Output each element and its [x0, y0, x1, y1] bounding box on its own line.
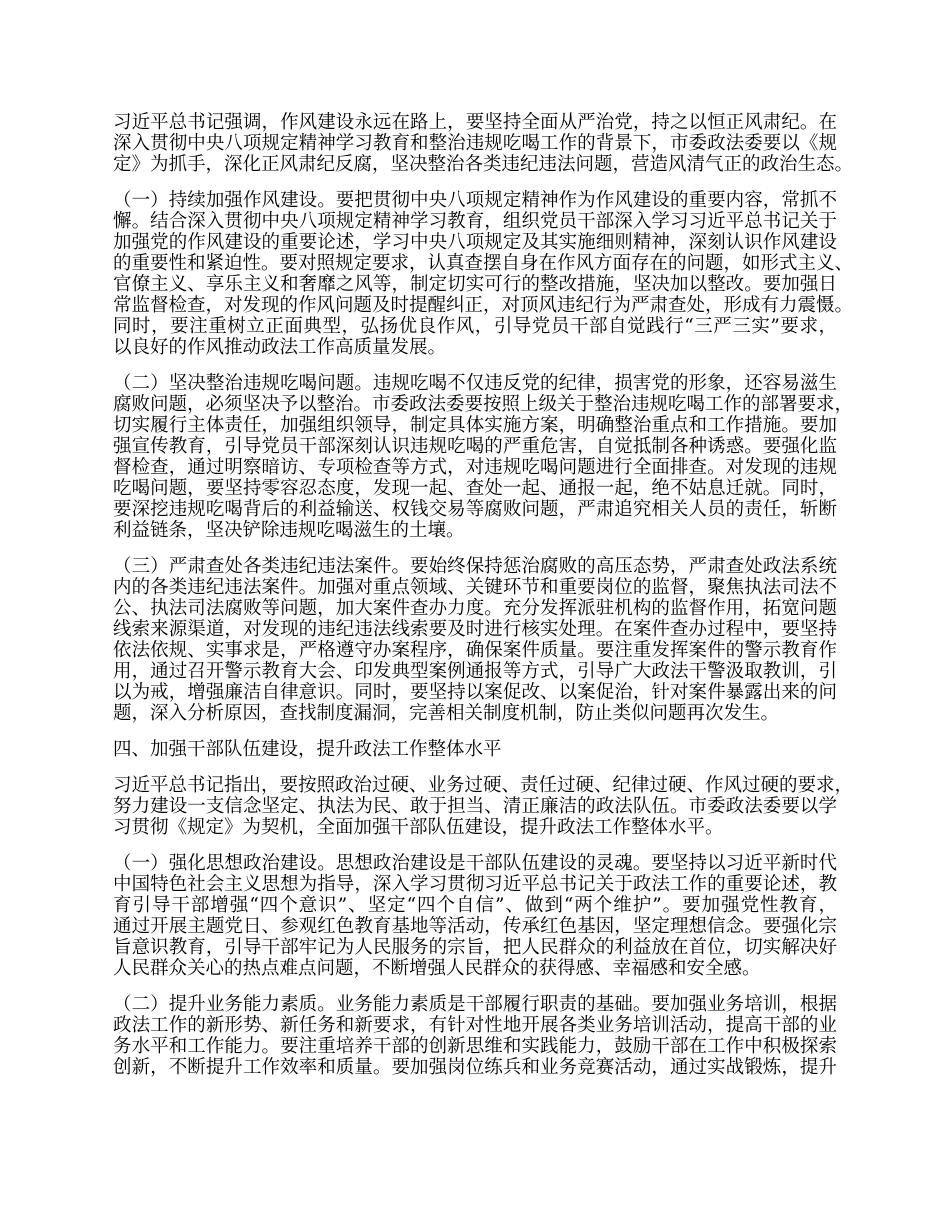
- section-heading-text: 四、加强干部队伍建设，提升政法工作整体水平: [113, 739, 502, 760]
- text-line: 题，深入分析原因，查找制度漏洞，完善相关制度机制，防止类似问题再次发生。: [113, 703, 780, 724]
- paragraph-team-building-intro: [113, 775, 854, 838]
- document-body: [113, 112, 854, 1078]
- paragraph-work-style: [113, 190, 854, 358]
- text-line: 常监督检查，对发现的作风问题及时提醒纠正，对顶风违纪行为严肃查处，形成有力震慑。: [113, 295, 854, 316]
- text-line: 定》为抓手，深化正风肃纪反腐，坚决整治各类违纪违法问题，营造风清气正的政治生态。: [113, 154, 854, 175]
- text-line: 用，通过召开警示教育大会、印发典型案例通报等方式，引导广大政法干警汲取教训，引: [113, 661, 837, 682]
- text-line: （二）坚决整治违规吃喝问题。违规吃喝不仅违反党的纪律，损害党的形象，还容易滋生: [113, 373, 837, 394]
- text-line: 腐败问题，必须坚决予以整治。市委政法委要按照上级关于整治违规吃喝工作的部署要求，: [113, 394, 854, 415]
- text-line: （三）严肃查处各类违纪违法案件。要始终保持惩治腐败的高压态势，严肃查处政法系统: [113, 556, 837, 577]
- text-line: 务水平和工作能力。要注重培养干部的创新思维和实践能力，鼓励干部在工作中积极探索: [113, 1036, 837, 1057]
- paragraph-case-handling: [113, 556, 837, 724]
- text-line: 依法依规、实事求是，严格遵守办案程序，确保案件质量。要注重发挥案件的警示教育作: [113, 640, 837, 661]
- text-line: 加强党的作风建设的重要论述，学习中央八项规定及其实施细则精神，深刻认识作风建设: [113, 232, 837, 253]
- text-line: 以为戒，增强廉洁自律意识。同时，要坚持以案促改、以案促治，针对案件暴露出来的问: [113, 682, 837, 703]
- text-line: 习近平总书记指出，要按照政治过硬、业务过硬、责任过硬、纪律过硬、作风过硬的要求，: [113, 775, 854, 796]
- text-line: 以良好的作风推动政法工作高质量发展。: [113, 337, 447, 358]
- text-line: 利益链条，坚决铲除违规吃喝滋生的土壤。: [113, 520, 465, 541]
- text-line: 习贯彻《规定》为契机，全面加强干部队伍建设，提升政法工作整体水平。: [113, 817, 724, 838]
- text-line: 线索来源渠道，对发现的违纪违法线索要及时进行核实处理。在案件查办过程中，要坚持: [113, 619, 837, 640]
- text-line: 努力建设一支信念坚定、执法为民、敢于担当、清正廉洁的政法队伍。市委政法委要以学: [113, 796, 837, 817]
- text-line: 懈。结合深入贯彻中央八项规定精神学习教育，组织党员干部深入学习习近平总书记关于: [113, 211, 837, 232]
- text-line: 深入贯彻中央八项规定精神学习教育和整治违规吃喝工作的背景下，市委政法委要以《规: [113, 133, 837, 154]
- text-line: （一）持续加强作风建设。要把贯彻中央八项规定精神作为作风建设的重要内容，常抓不: [113, 190, 837, 211]
- text-line: 旨意识教育，引导干部牢记为人民服务的宗旨，把人民群众的利益放在首位，切实解决好: [113, 937, 837, 958]
- text-line: 切实履行主体责任，加强组织领导，制定具体实施方案，明确整治重点和工作措施。要加: [113, 415, 837, 436]
- intro-paragraph: [113, 112, 854, 175]
- text-line: 要深挖违规吃喝背后的利益输送、权钱交易等腐败问题，严肃追究相关人员的责任，斩断: [113, 499, 837, 520]
- text-line: 内的各类违纪违法案件。加强对重点领域、关键环节和重要岗位的监督，聚焦执法司法不: [113, 577, 837, 598]
- text-line: 督检查，通过明察暗访、专项检查等方式，对违规吃喝问题进行全面排查。对发现的违规: [113, 457, 837, 478]
- text-line: 习近平总书记强调，作风建设永远在路上，要坚持全面从严治党，持之以恒正风肃纪。在: [113, 112, 837, 133]
- text-line: 的重要性和紧迫性。要对照规定要求，认真查摆自身在作风方面存在的问题，如形式主义、: [113, 253, 854, 274]
- text-line: 人民群众关心的热点难点问题，不断增强人民群众的获得感、幸福感和安全感。: [113, 958, 761, 979]
- paragraph-professional-ability: [113, 994, 837, 1078]
- section-heading: [113, 739, 837, 760]
- text-line: 同时，要注重树立正面典型，弘扬优良作风，引导党员干部自觉践行“三严三实”要求，: [113, 316, 837, 337]
- text-line: 育引导干部增强“四个意识”、坚定“四个自信”、做到“两个维护”。要加强党性教育，: [113, 895, 837, 916]
- paragraph-political-building: [113, 853, 837, 979]
- text-line: 公、执法司法腐败等问题，加大案件查办力度。充分发挥派驻机构的监督作用，拓宽问题: [113, 598, 837, 619]
- text-line: 通过开展主题党日、参观红色教育基地等活动，传承红色基因，坚定理想信念。要强化宗: [113, 916, 837, 937]
- text-line: （一）强化思想政治建设。思想政治建设是干部队伍建设的灵魂。要坚持以习近平新时代: [113, 853, 837, 874]
- text-line: 强宣传教育，引导党员干部深刻认识违规吃喝的严重危害，自觉抵制各种诱惑。要强化监: [113, 436, 837, 457]
- text-line: （二）提升业务能力素质。业务能力素质是干部履行职责的基础。要加强业务培训，根据: [113, 994, 837, 1015]
- text-line: 吃喝问题，要坚持零容忍态度，发现一起、查处一起、通报一起，绝不姑息迁就。同时，: [113, 478, 837, 499]
- text-line: 政法工作的新形势、新任务和新要求，有针对性地开展各类业务培训活动，提高干部的业: [113, 1015, 837, 1036]
- text-line: 官僚主义、享乐主义和奢靡之风等，制定切实可行的整改措施，坚决加以整改。要加强日: [113, 274, 837, 295]
- text-line: 中国特色社会主义思想为指导，深入学习贯彻习近平总书记关于政法工作的重要论述，教: [113, 874, 837, 895]
- text-line: 创新，不断提升工作效率和质量。要加强岗位练兵和业务竞赛活动，通过实战锻炼，提升: [113, 1057, 837, 1078]
- paragraph-dining-violations: [113, 373, 854, 541]
